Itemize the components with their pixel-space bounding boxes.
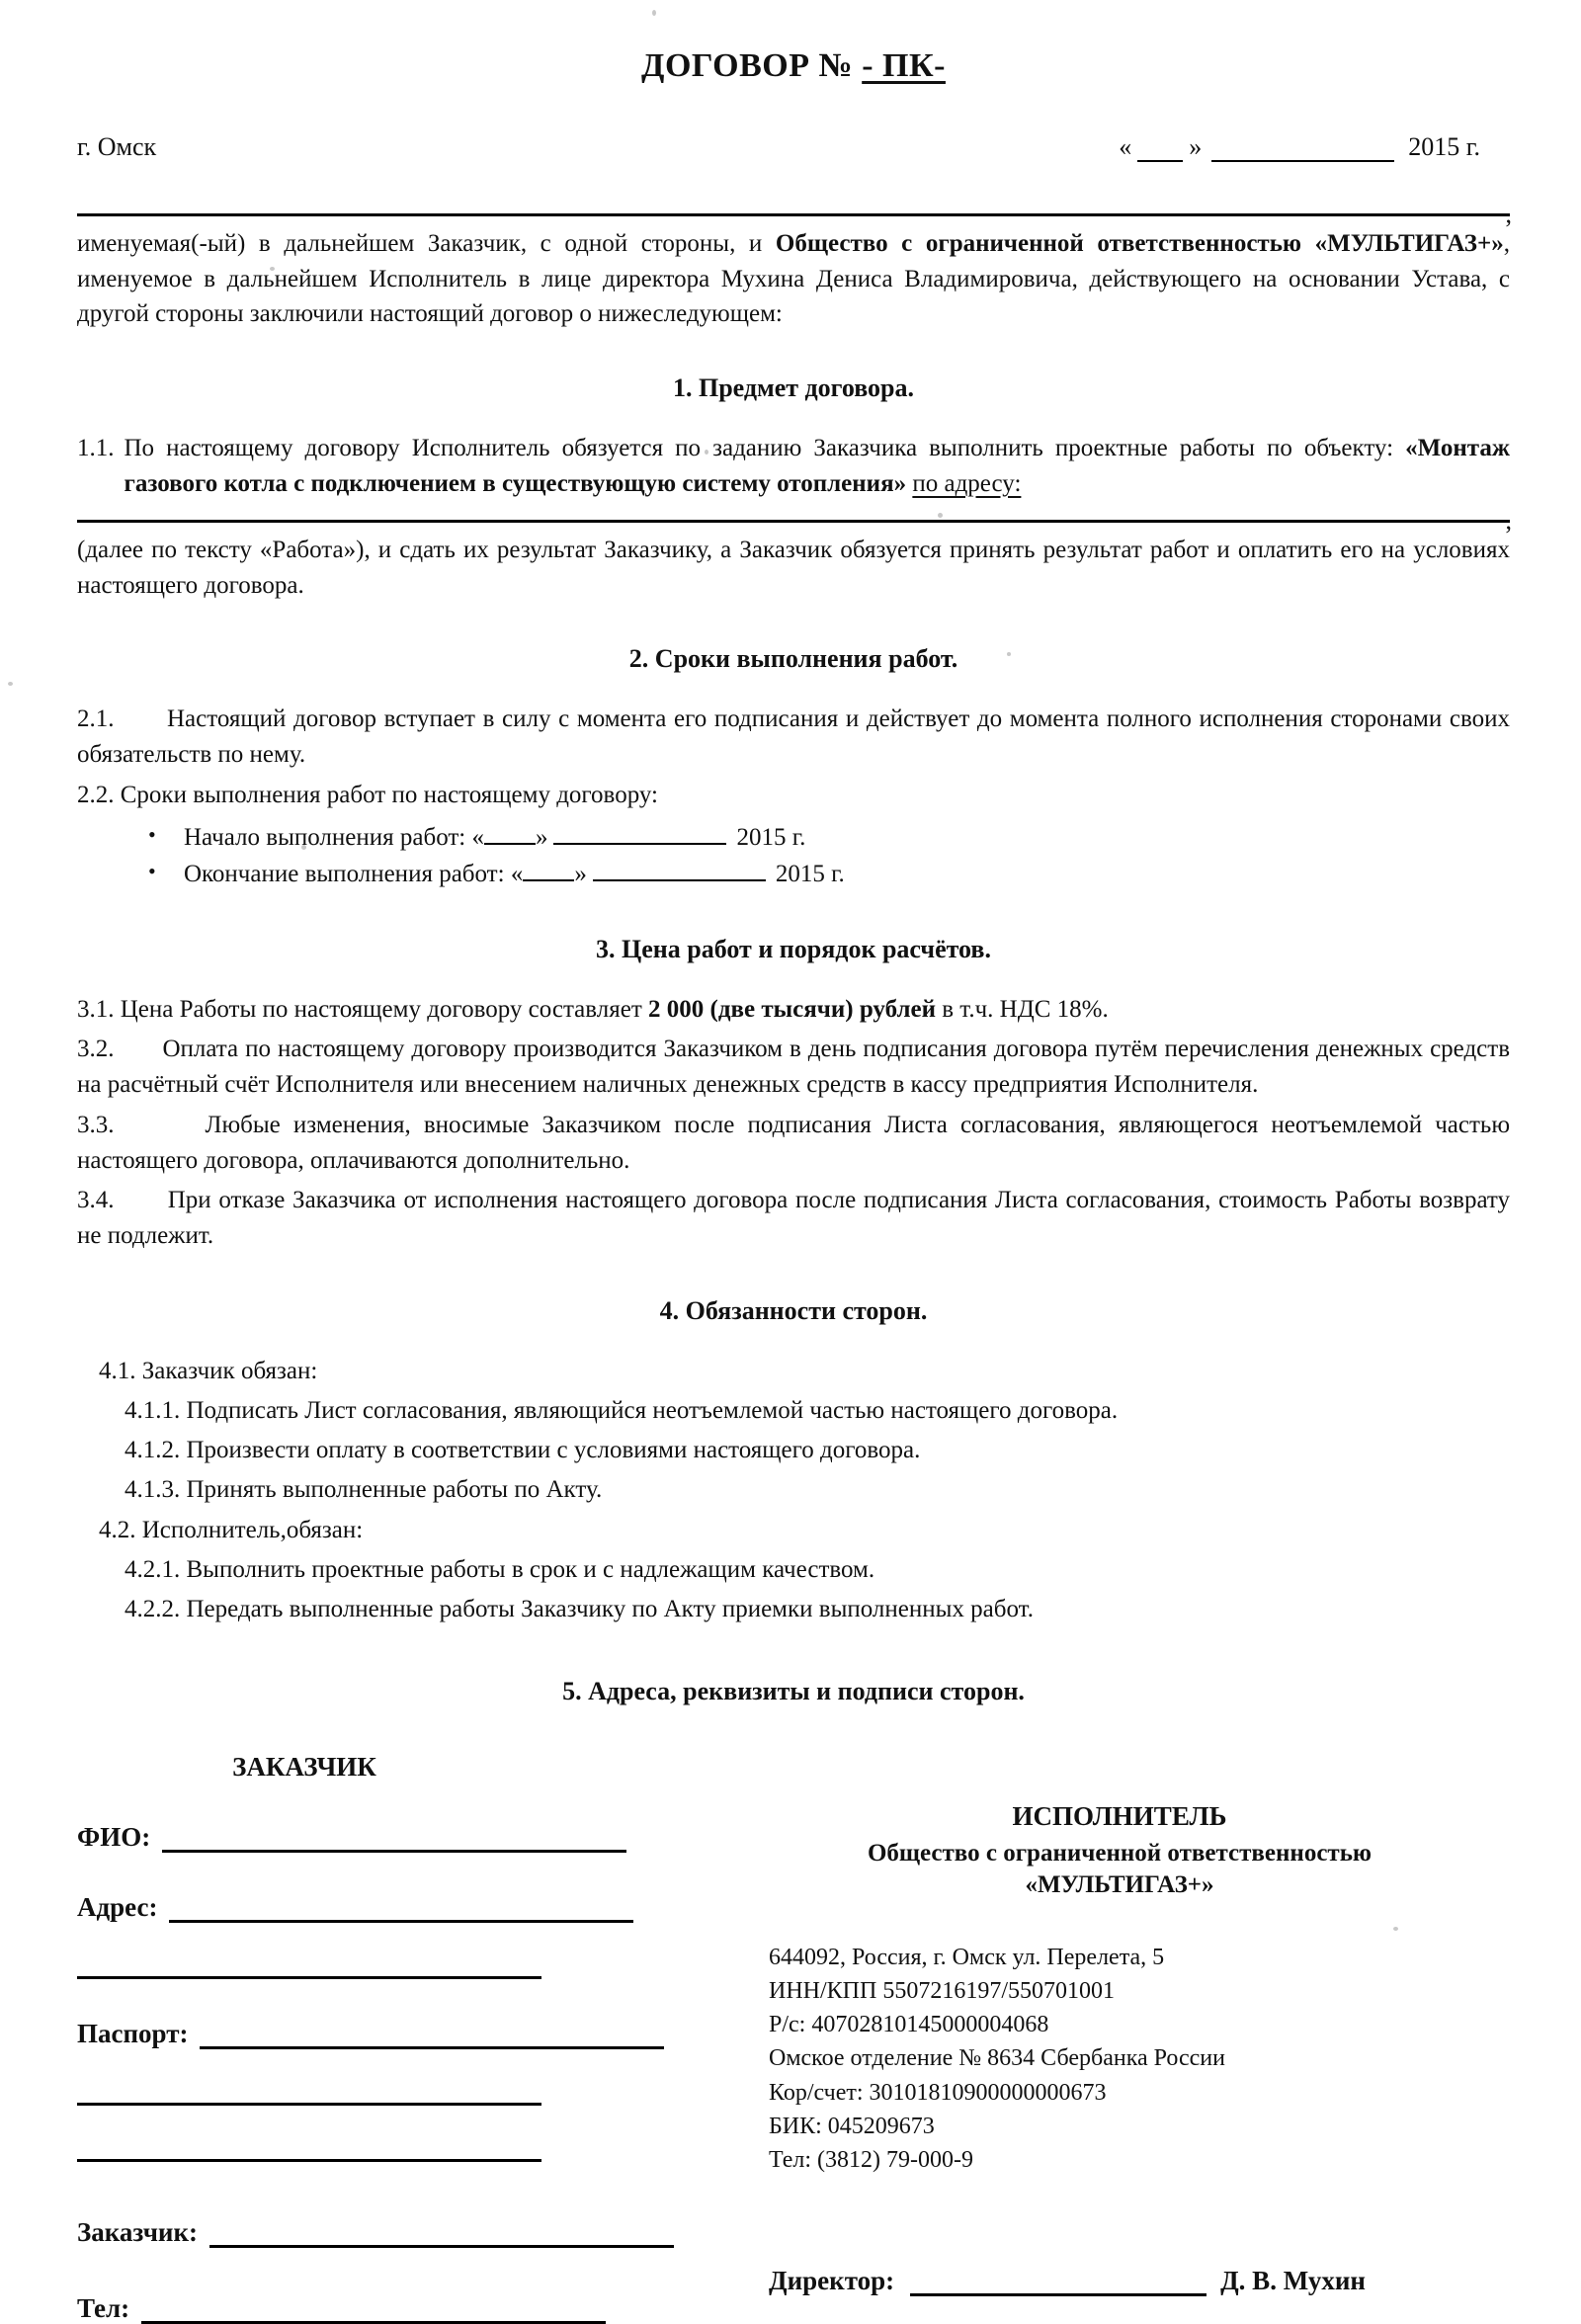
- customer-name-blank[interactable]: [77, 213, 1510, 216]
- customer-signature-input[interactable]: [209, 2229, 674, 2248]
- customer-passport-row: [77, 2019, 769, 2049]
- clause-1-1-address-link: по адресу:: [912, 469, 1022, 497]
- start-date-month-blank[interactable]: [553, 824, 726, 845]
- clause-2-1: [77, 702, 1510, 774]
- scan-speck: [8, 682, 13, 686]
- date-month-blank[interactable]: [1211, 140, 1394, 162]
- customer-column-title: ЗАКАЗЧИК: [232, 1752, 376, 1783]
- clause-3-2-text: Оплата по настоящему договору производится Заказчиком в день подписания договора путём перечисления денежных средств на расчётный счёт Исполнителя или внесением наличных денежных средств в кассу предприятия Исполнителя.: [77, 1036, 1510, 1099]
- clause-4-1-2: 4.1.2. Произвести оплату в соответствии с условиями настоящего договора.: [125, 1437, 921, 1463]
- start-date-label: Начало выполнения работ:: [184, 823, 466, 851]
- customer-address-input-line2[interactable]: [77, 1960, 541, 1979]
- customer-passport-input[interactable]: [200, 2031, 664, 2049]
- customer-signature-row: [77, 2217, 769, 2248]
- date-year: 2015 г.: [1408, 132, 1480, 161]
- quote-open: «: [471, 823, 484, 851]
- end-date-label: Окончание выполнения работ:: [184, 861, 505, 888]
- section-1-heading: 1. Предмет договора.: [672, 373, 915, 402]
- contractor-bik: БИК: 045209673: [769, 2113, 935, 2139]
- clause-4-2-1: 4.2.1. Выполнить проектные работы в срок и с надлежащим качеством.: [125, 1555, 875, 1583]
- clause-3-3-text: Любые изменения, вносимые Заказчиком после подписания Листа согласования, являющегося неотъемлемой частью настоящего договора, оплачиваются дополнительно.: [77, 1111, 1510, 1174]
- contractor-signature-block: [769, 1740, 1510, 2324]
- title-number-blank: - ПК-: [862, 47, 946, 84]
- section-3-heading: 3. Цена работ и порядок расчётов.: [596, 934, 991, 963]
- customer-phone-row: [77, 2293, 769, 2324]
- end-date-month-blank[interactable]: [593, 861, 766, 881]
- list-item-end-date: [77, 856, 1510, 893]
- preamble-paragraph: [77, 226, 1510, 332]
- customer-address-input[interactable]: [169, 1904, 633, 1923]
- customer-fio-label: ФИО:: [77, 1822, 151, 1853]
- clause-3-4-text: При отказе Заказчика от исполнения настоящего договора после подписания Листа согласования, стоимость Работы возврату не подлежит.: [77, 1187, 1511, 1250]
- contractor-corr-account: Кор/счет: 30101810900000000673: [769, 2079, 1107, 2106]
- section-4-heading: 4. Обязанности сторон.: [659, 1295, 928, 1325]
- customer-phone-label: Тел:: [77, 2293, 130, 2324]
- date-field-group: [1119, 132, 1480, 162]
- director-name: Д. В. Мухин: [1220, 2265, 1366, 2295]
- clause-4-1-3: 4.1.3. Принять выполненные работы по Акту.: [125, 1476, 603, 1504]
- clause-4-1-1: 4.1.1. Подписать Лист согласования, являющийся неотъемлемой частью настоящего договора.: [125, 1396, 1119, 1424]
- customer-signature-block: [77, 1740, 769, 2324]
- director-label: Директор:: [769, 2265, 895, 2295]
- object-address-blank[interactable]: [77, 520, 1510, 523]
- quote-close: »: [1189, 132, 1203, 161]
- start-date-day-blank[interactable]: [484, 824, 536, 845]
- city-label: г. Омск: [77, 132, 157, 161]
- contractor-inn-kpp: ИНН/КПП 5507216197/550701001: [769, 1978, 1116, 2005]
- end-date-year: 2015 г.: [775, 861, 845, 888]
- clause-3-3: [77, 1108, 1510, 1180]
- clause-3-2: [77, 1032, 1510, 1104]
- clause-1-1-object-bold: «Монтаж газового котла с подключением в существующую систему отопления»: [124, 434, 1510, 497]
- city-date-row: [77, 132, 1510, 162]
- clause-4-2-2: 4.2.2. Передать выполненные работы Заказчику по Акту приемки выполненных работ.: [125, 1596, 1034, 1622]
- clause-3-1-text-a: 3.1. Цена Работы по настоящему договору составляет: [77, 995, 648, 1023]
- end-date-day-blank[interactable]: [523, 861, 574, 881]
- customer-address-row: [77, 1892, 769, 1923]
- quote-open: «: [510, 861, 524, 888]
- contractor-company-name: [769, 1838, 1510, 1901]
- clause-2-1-number: 2.1.: [77, 706, 115, 732]
- clause-2-1-text: Настоящий договор вступает в силу с момента его подписания и действует до момента полного исполнения сторонами своих обязательств по нему.: [77, 706, 1511, 769]
- customer-address-label: Адрес:: [77, 1892, 158, 1923]
- section-2-heading: 2. Сроки выполнения работ.: [628, 644, 958, 673]
- clause-4-2: 4.2. Исполнитель,обязан:: [99, 1516, 364, 1543]
- contractor-address: 644092, Россия, г. Омск ул. Перелета, 5: [769, 1945, 1165, 1971]
- clause-3-1: [77, 992, 1510, 1028]
- contractor-requisites: [769, 1941, 1510, 2177]
- customer-passport-input-line3[interactable]: [77, 2143, 541, 2162]
- contractor-company-line2: «МУЛЬТИГАЗ+»: [1025, 1871, 1214, 1899]
- quote-close: »: [535, 823, 548, 851]
- customer-passport-label: Паспорт:: [77, 2019, 189, 2049]
- customer-phone-input[interactable]: [141, 2305, 606, 2324]
- contractor-company-bold: Общество с ограниченной ответственностью «МУЛЬТИГАЗ+»: [775, 230, 1504, 257]
- contractor-phone: Тел: (3812) 79-000-9: [769, 2146, 974, 2173]
- list-item-start-date: [77, 819, 1510, 857]
- clause-3-3-number: 3.3.: [77, 1111, 115, 1138]
- clause-1-1-number: 1.1.: [77, 434, 115, 461]
- contract-price-value: 2 000 (две тысячи) рублей: [648, 995, 936, 1023]
- clause-4-1: 4.1. Заказчик обязан:: [99, 1357, 318, 1384]
- preamble-line2: , именуемое в дальнейшем Исполнитель в лице директора Мухина Дениса Владимировича, действующего на основании Устава, с другой стороны заключили настоящий договор о нижеследующем:: [77, 230, 1510, 327]
- customer-fio-row: [77, 1822, 769, 1853]
- work-dates-list: [77, 819, 1510, 893]
- clause-3-4: [77, 1183, 1510, 1255]
- clause-1-1: [77, 431, 1510, 503]
- contractor-column-title: ИСПОЛНИТЕЛЬ: [1012, 1801, 1227, 1832]
- customer-fio-input[interactable]: [162, 1834, 626, 1853]
- contractor-bank: Омское отделение № 8634 Сбербанка России: [769, 2045, 1225, 2072]
- title-prefix: ДОГОВОР №: [641, 47, 863, 84]
- clause-1-1-tail: (далее по тексту «Работа»), и сдать их результат Заказчику, а Заказчик обязуется принять результат работ и оплатить его на условиях настоящего договора.: [77, 537, 1510, 599]
- quote-close: »: [574, 861, 587, 888]
- section-5-heading: 5. Адреса, реквизиты и подписи сторон.: [562, 1677, 1025, 1706]
- clause-1-1-text: По настоящему договору Исполнитель обязуется по заданию Заказчика выполнить проектные работы по объекту:: [124, 434, 1406, 461]
- start-date-year: 2015 г.: [736, 823, 806, 851]
- contractor-company-line1: Общество с ограниченной ответственностью: [867, 1840, 1373, 1868]
- director-signature-row: [769, 2266, 1510, 2296]
- customer-signature-label: Заказчик:: [77, 2217, 199, 2248]
- clause-2-2: 2.2. Сроки выполнения работ по настоящему договору:: [77, 781, 658, 808]
- signature-area: [77, 1740, 1510, 2324]
- clause-3-4-number: 3.4.: [77, 1187, 115, 1213]
- date-day-blank[interactable]: [1137, 140, 1183, 162]
- page-title: [77, 47, 1510, 85]
- clause-3-1-text-b: в т.ч. НДС 18%.: [935, 995, 1109, 1023]
- contractor-account: Р/с: 40702810145000004068: [769, 2012, 1049, 2038]
- preamble-line1: именуемая(-ый) в дальнейшем Заказчик, с одной стороны, и: [77, 230, 776, 257]
- clause-3-2-number: 3.2.: [77, 1036, 115, 1062]
- quote-open: «: [1119, 132, 1132, 161]
- director-signature-input[interactable]: [910, 2278, 1207, 2296]
- customer-passport-input-line2[interactable]: [77, 2087, 541, 2106]
